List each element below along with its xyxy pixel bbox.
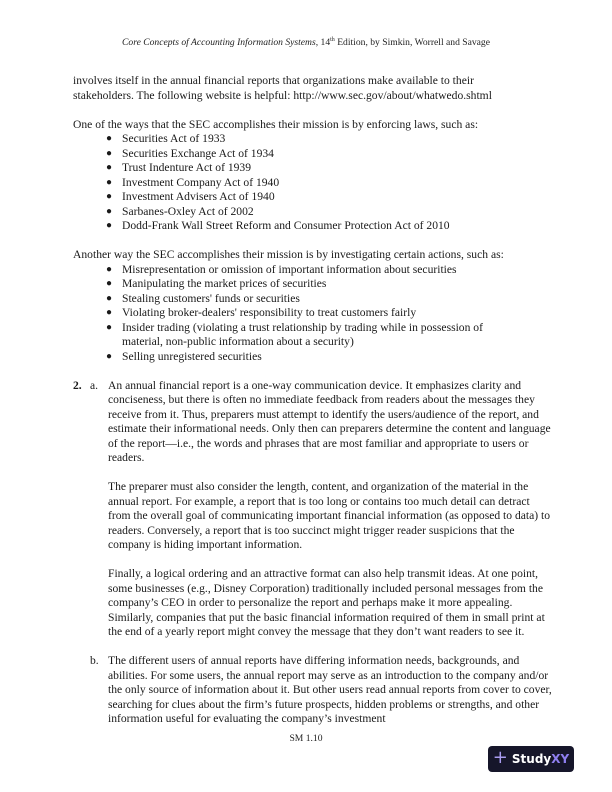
page-number: SM 1.10 (289, 733, 323, 744)
brand-name: StudyXY (511, 752, 570, 766)
bullet-icon: ● (106, 350, 113, 362)
actions-list (73, 263, 553, 365)
part-a-answer (108, 379, 553, 640)
bullet-icon: ● (106, 191, 113, 202)
list-item: ● Violating broker-dealers' responsibility to treat customers fairly (106, 306, 417, 319)
bullet-icon: ● (106, 321, 113, 333)
list-item: ● Securities Act of 1933 (106, 132, 226, 145)
edition-suffix: th (330, 37, 335, 43)
part-a-letter: a. (90, 378, 99, 392)
spacer (73, 103, 553, 118)
bullet-icon: ● (106, 278, 113, 289)
list-item: ● Selling unregistered securities (106, 349, 262, 363)
list-item: ● Insider trading (violating a trust relationship by trading while in possession of material, non-public information about a security) (106, 320, 483, 348)
bullet-icon: ● (106, 292, 113, 304)
intro-line: involves itself in the annual financial reports that organizations make available to their (73, 74, 474, 87)
part-b-answer (108, 654, 553, 727)
spacer (73, 364, 553, 379)
book-title: Core Concepts of Accounting Information Systems (122, 37, 316, 48)
separator: , (315, 37, 321, 48)
laws-list (73, 132, 553, 234)
list-item: ● Stealing customers' funds or securities (106, 291, 300, 305)
question-2-part-b (73, 654, 553, 727)
paragraph: The preparer must also consider the length, content, and organization of the material in the annual report. For example, a report that is too long or contains too much detail can detract from the overall goal of communicating important financial information (as opposed to data) to readers. Conversely, a report that is too succinct might trigger reader suspicions that the company is hiding important information. (108, 480, 551, 551)
list-item: ● Manipulating the market prices of securities (106, 277, 327, 290)
bullet-icon: ● (106, 176, 113, 188)
spacer (73, 234, 553, 249)
list-item: ● Misrepresentation or omission of important information about securities (106, 262, 457, 276)
bullet-icon: ● (106, 133, 113, 144)
bullet-icon: ● (106, 162, 113, 173)
list-item: ● Trust Indenture Act of 1939 (106, 161, 252, 174)
spacer (73, 640, 553, 655)
plus-icon: + (492, 747, 508, 768)
paragraph: The different users of annual reports have differing information needs, backgrounds, and abilities. For some users, the annual report may serve as an introduction to the company and/or the only source of information about it. But other users read annual reports from cover to cover, searching for clues about the firm’s future prospects, hidden problems or strengths, and other information useful for evaluating the company’s investment (108, 654, 552, 725)
document-body (73, 74, 553, 727)
list-item: ● Securities Exchange Act of 1934 (106, 146, 274, 160)
running-header (0, 37, 612, 49)
question-number: 2. (73, 378, 82, 392)
list-item: ● Dodd-Frank Wall Street Reform and Consumer Protection Act of 2010 (106, 219, 450, 232)
question-2 (73, 379, 553, 640)
bullet-icon: ● (106, 147, 113, 159)
edition-number: 14 (320, 37, 331, 48)
spacer (108, 553, 553, 568)
part-b-letter: b. (90, 654, 99, 667)
bullet-icon: ● (106, 205, 113, 217)
intro-line: stakeholders. The following website is helpful: http://www.sec.gov/about/whatwedo.shtml (73, 88, 492, 102)
spacer (108, 466, 553, 481)
paragraph: Finally, a logical ordering and an attractive format can also help transmit ideas. At one point, some businesses (e.g., Disney Corporation) traditionally included personal messages from the company’s CEO in order to personalize the report and perhaps make it more appealing. Similarly, companies that put the basic financial information required of them in small print at the end of a yearly report might convey the message that they don’t want readers to see it. (108, 567, 545, 638)
bullet-icon: ● (106, 263, 113, 275)
edition-authors: Edition, by Simkin, Worrell and Savage (334, 37, 490, 48)
list-item: ● Sarbanes-Oxley Act of 2002 (106, 204, 254, 218)
bullet-icon: ● (106, 220, 113, 231)
bullet-icon: ● (106, 307, 113, 318)
laws-lead: One of the ways that the SEC accomplishes their mission is by enforcing laws, such as: (73, 117, 479, 131)
list-item: ● Investment Company Act of 1940 (106, 175, 280, 189)
studyxy-badge[interactable] (488, 746, 574, 772)
list-item: ● Investment Advisers Act of 1940 (106, 190, 275, 203)
paragraph: An annual financial report is a one-way communication device. It emphasizes clarity and conciseness, but there is often no immediate feedback from readers about the messages they receive from it. Thus, preparers must attempt to identify the users/audience of the report, and estimate their informational needs. Only then can preparers determine the content and language of the report—i.e., the words and phrases that are most familiar and appropriate to users or readers. (108, 378, 551, 464)
actions-lead: Another way the SEC accomplishes their mission is by investigating certain actions, such as: (73, 248, 504, 261)
